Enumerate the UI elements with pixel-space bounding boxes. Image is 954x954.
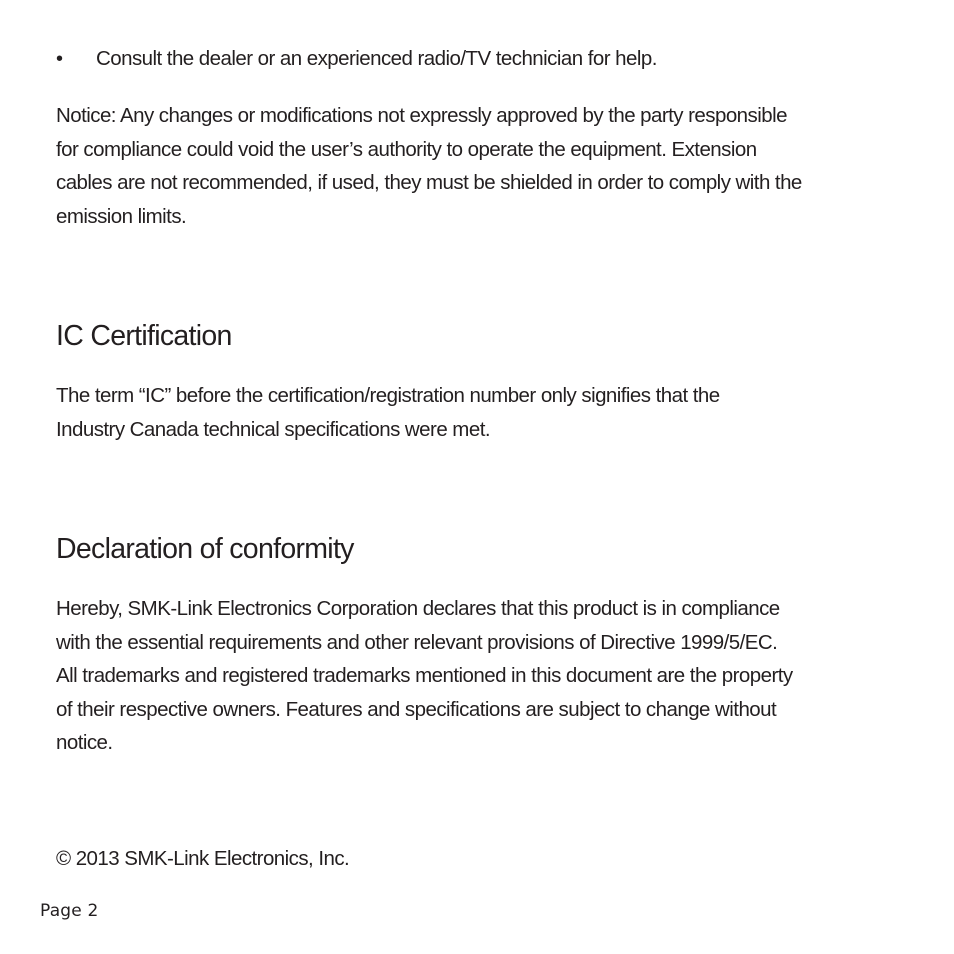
- notice-line: cables are not recommended, if used, they must be shielded in order to comply with the: [56, 171, 802, 194]
- ic-certification-heading: IC Certification: [56, 320, 232, 352]
- notice-line: Notice: Any changes or modifications not expressly approved by the party responsible: [56, 104, 787, 127]
- declaration-line: Hereby, SMK-Link Electronics Corporation declares that this product is in compliance: [56, 597, 780, 620]
- bullet-item-consult-dealer: [56, 42, 916, 77]
- declaration-paragraph: [56, 592, 916, 760]
- declaration-of-conformity-heading: Declaration of conformity: [56, 533, 354, 565]
- ic-line: The term “IC” before the certification/registration number only signifies that the: [56, 384, 720, 407]
- ic-certification-paragraph: [56, 379, 916, 446]
- notice-line: for compliance could void the user’s authority to operate the equipment. Extension: [56, 137, 757, 161]
- notice-paragraph: [56, 99, 916, 233]
- declaration-line: notice.: [56, 731, 113, 754]
- bullet-point: •: [56, 48, 63, 70]
- declaration-line: All trademarks and registered trademarks mentioned in this document are the property: [56, 664, 793, 687]
- copyright-notice: © 2013 SMK-Link Electronics, Inc.: [56, 847, 350, 870]
- notice-line: emission limits.: [56, 204, 187, 228]
- declaration-line: of their respective owners. Features and specifications are subject to change without: [56, 697, 777, 721]
- ic-line: Industry Canada technical specifications were met.: [56, 417, 490, 441]
- bullet-text: Consult the dealer or an experienced radio/TV technician for help.: [96, 47, 657, 70]
- page-number: Page 2: [40, 901, 99, 921]
- declaration-line: with the essential requirements and other relevant provisions of Directive 1999/5/EC.: [56, 630, 778, 654]
